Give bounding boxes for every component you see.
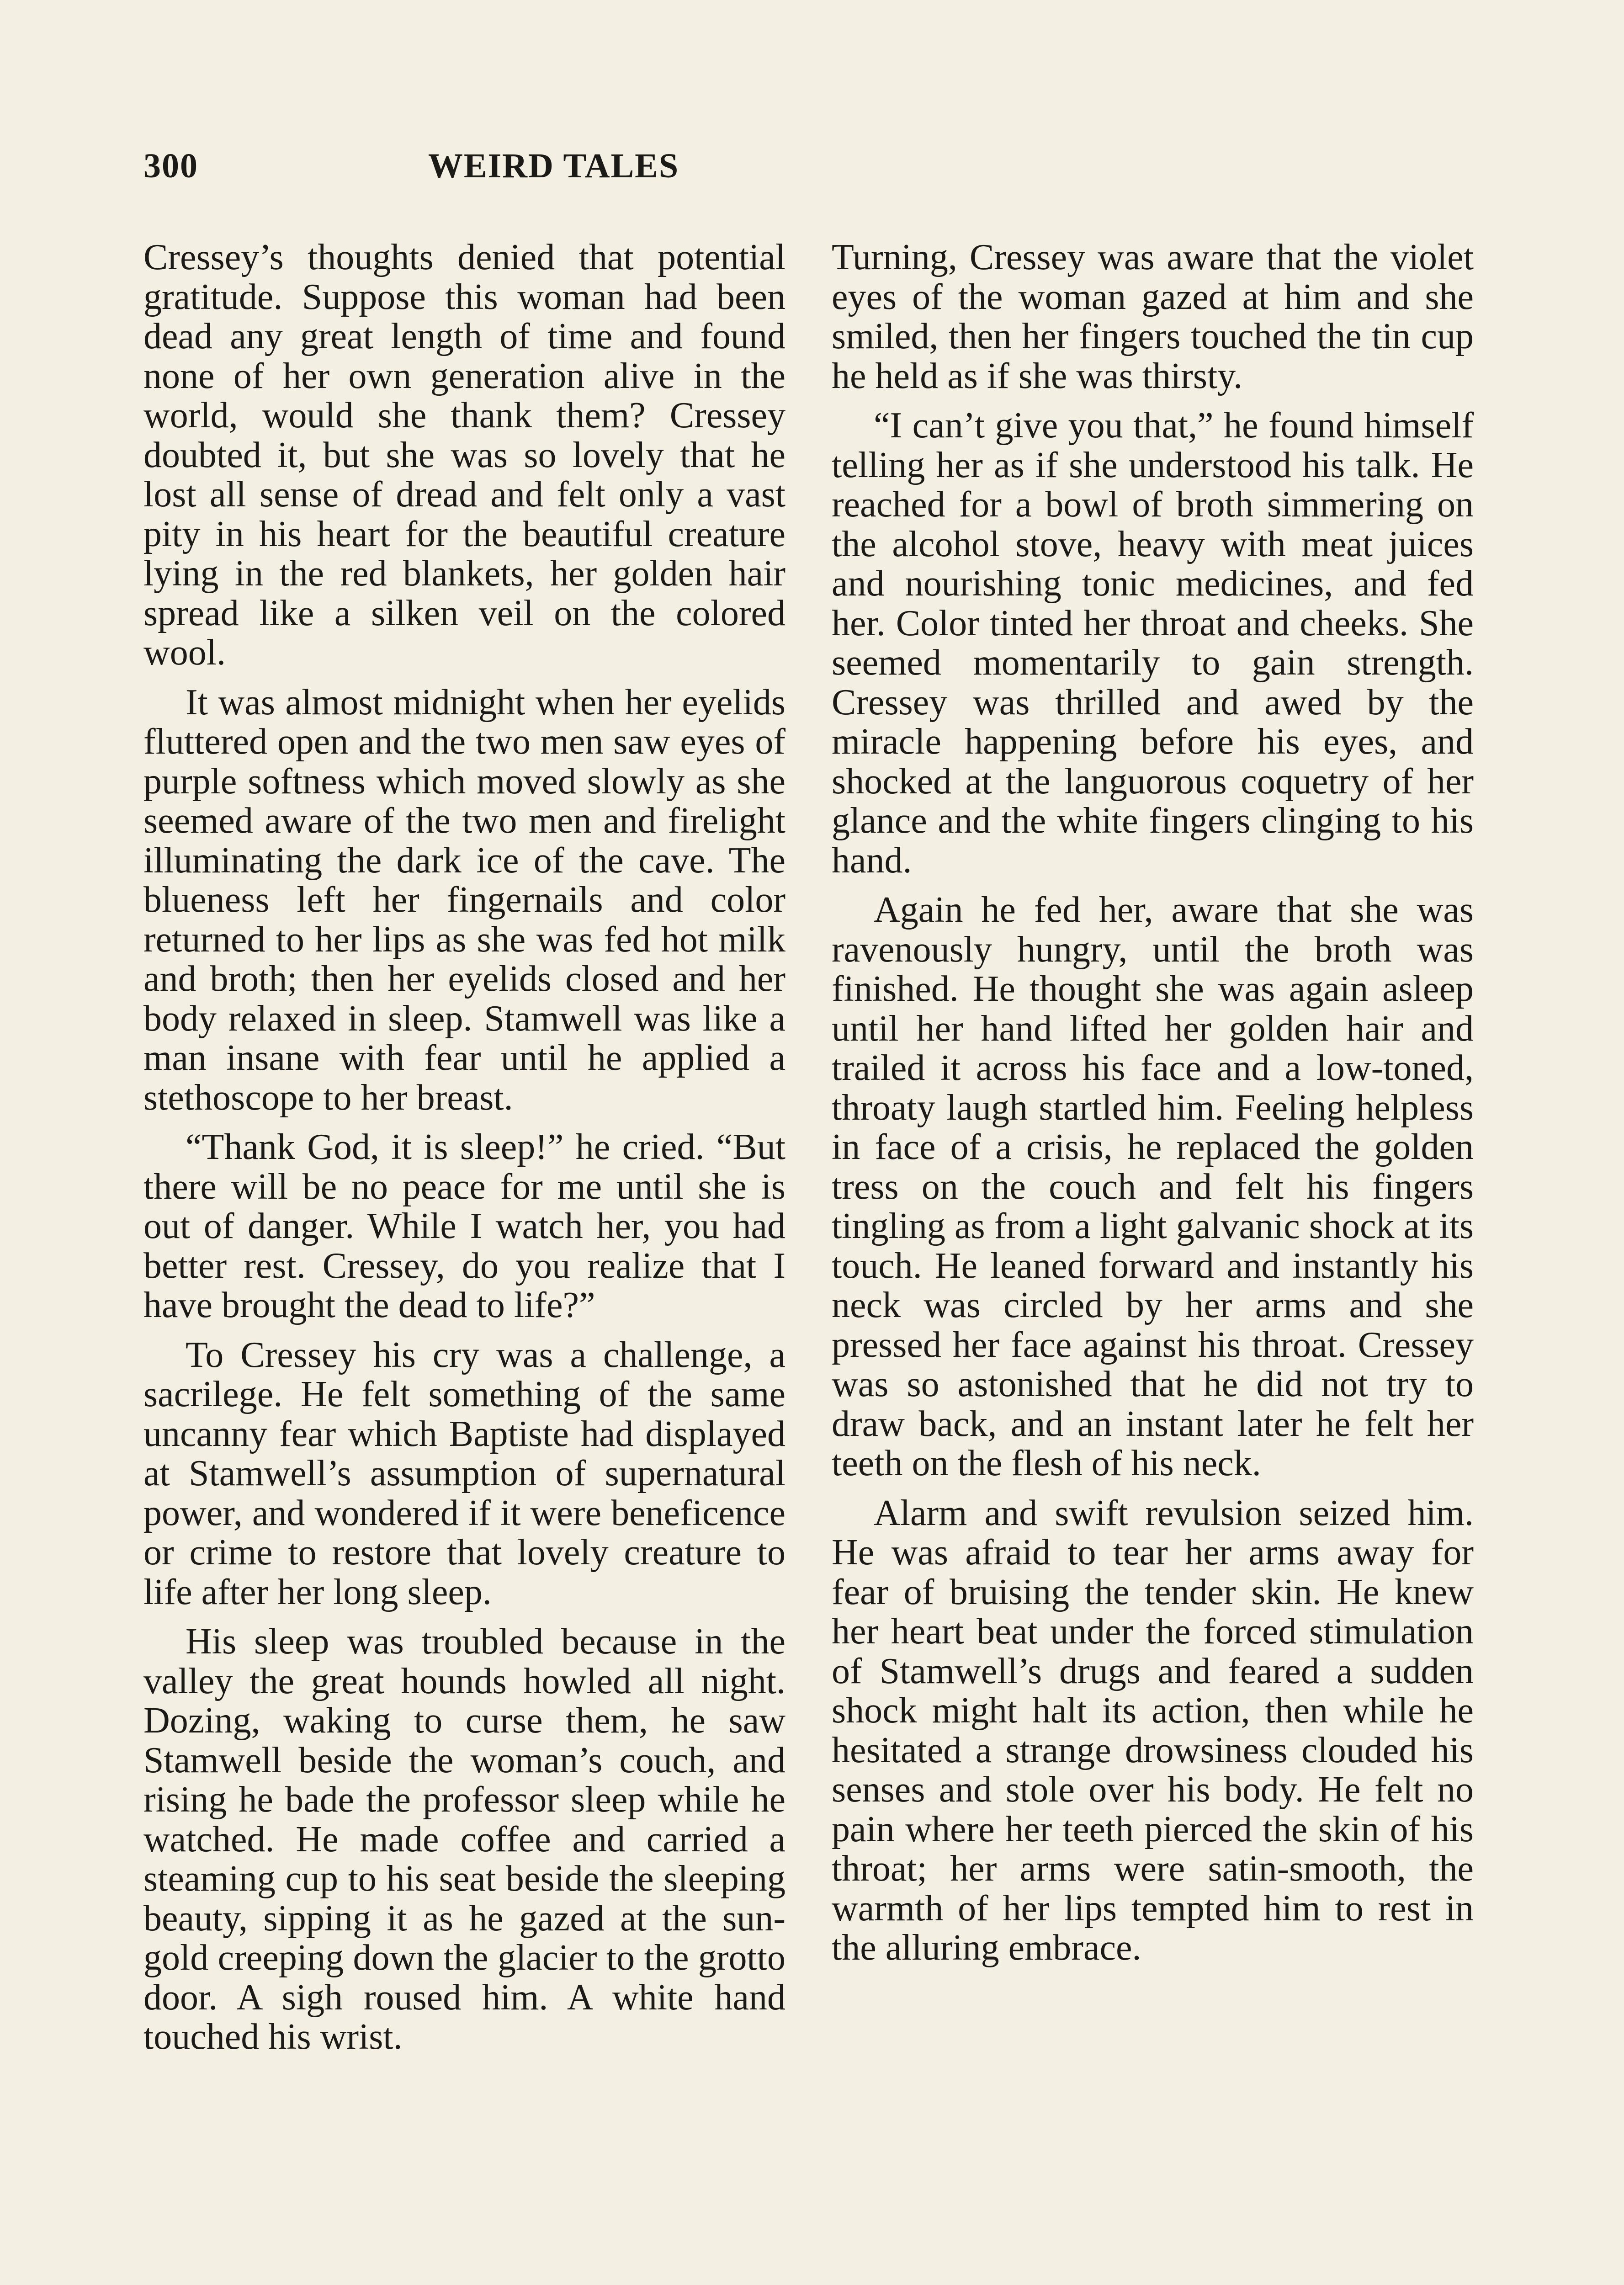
paragraph: Turning, Cressey was aware that the violet eyes of the woman gazed at him and she smiled, then her fingers touched the tin cup he held as if she was thirsty. — [832, 238, 1474, 396]
paragraph: Again he fed her, aware that she was ravenously hungry, until the broth was finished. He thought she was again asleep until her hand lifted her golden hair and trailed it across his face and a low-toned, throaty laugh startled him. Feeling helpless in face of a crisis, he replaced the golden tress on the couch and felt his fingers tingling as from a light galvanic shock at its touch. He leaned forward and instantly his neck was circled by her arms and she pressed her face against his throat. Cressey was so astonished that he did not try to draw back, and an instant later he felt her teeth on the flesh of his neck. — [832, 890, 1474, 1483]
right-column — [832, 238, 1474, 2285]
paragraph: His sleep was troubled because in the valley the great hounds howled all night. Dozing, waking to curse them, he saw Stamwell beside the woman’s couch, and rising he bade the professor sleep while he watched. He made coffee and carried a steaming cup to his seat beside the sleeping beauty, sipping it as he gazed at the sun-gold creeping down the glacier to the grotto door. A sigh roused him. A white hand touched his wrist. — [143, 1621, 785, 2057]
paragraph: Alarm and swift revulsion seized him. He was afraid to tear her arms away for fear of bruising the tender skin. He knew her heart beat under the forced stimulation of Stamwell’s drugs and feared a sudden shock might halt its action, then while he hesitated a strange drowsiness clouded his senses and stole over his body. He felt no pain where her teeth pierced the skin of his throat; her arms were satin-smooth, the warmth of her lips tempted him to rest in the alluring embrace. — [832, 1493, 1474, 1968]
page-header — [143, 146, 964, 192]
paragraph: “I can’t give you that,” he found himself telling her as if she understood his talk. He reached for a bowl of broth simmering on the alcohol stove, heavy with meat juices and nourishing tonic medicines, and fed her. Color tinted her throat and cheeks. She seemed momentarily to gain strength. Cressey was thrilled and awed by the miracle happening before his eyes, and shocked at the languorous coquetry of her glance and the white fingers clinging to his hand. — [832, 405, 1474, 881]
paragraph: To Cressey his cry was a challenge, a sacrilege. He felt something of the same uncanny fear which Baptiste had displayed at Stamwell’s assumption of supernatural power, and wondered if it were beneficence or crime to restore that lovely creature to life after her long sleep. — [143, 1334, 785, 1612]
page-number: 300 — [143, 147, 198, 185]
paragraph: It was almost midnight when her eyelids fluttered open and the two men saw eyes of purple softness which moved slowly as she seemed aware of the two men and firelight illuminating the dark ice of the cave. The blueness left her fingernails and color returned to her lips as she was fed hot milk and broth; then her eyelids closed and her body relaxed in sleep. Stamwell was like a man insane with fear until he applied a stethoscope to her breast. — [143, 682, 785, 1118]
left-column — [143, 238, 785, 2285]
paragraph: Cressey’s thoughts denied that potential gratitude. Suppose this woman had been dead any great length of time and found none of her own generation alive in the world, would she thank them? Cressey doubted it, but she was so lovely that he lost all sense of dread and felt only a vast pity in his heart for the beautiful creature lying in the red blankets, her golden hair spread like a silken veil on the colored wool. — [143, 238, 785, 673]
running-title: WEIRD TALES — [428, 147, 679, 185]
paragraph: “Thank God, it is sleep!” he cried. “But there will be no peace for me until she is out of danger. While I watch her, you had better rest. Cressey, do you realize that I have brought the dead to life?” — [143, 1127, 785, 1325]
